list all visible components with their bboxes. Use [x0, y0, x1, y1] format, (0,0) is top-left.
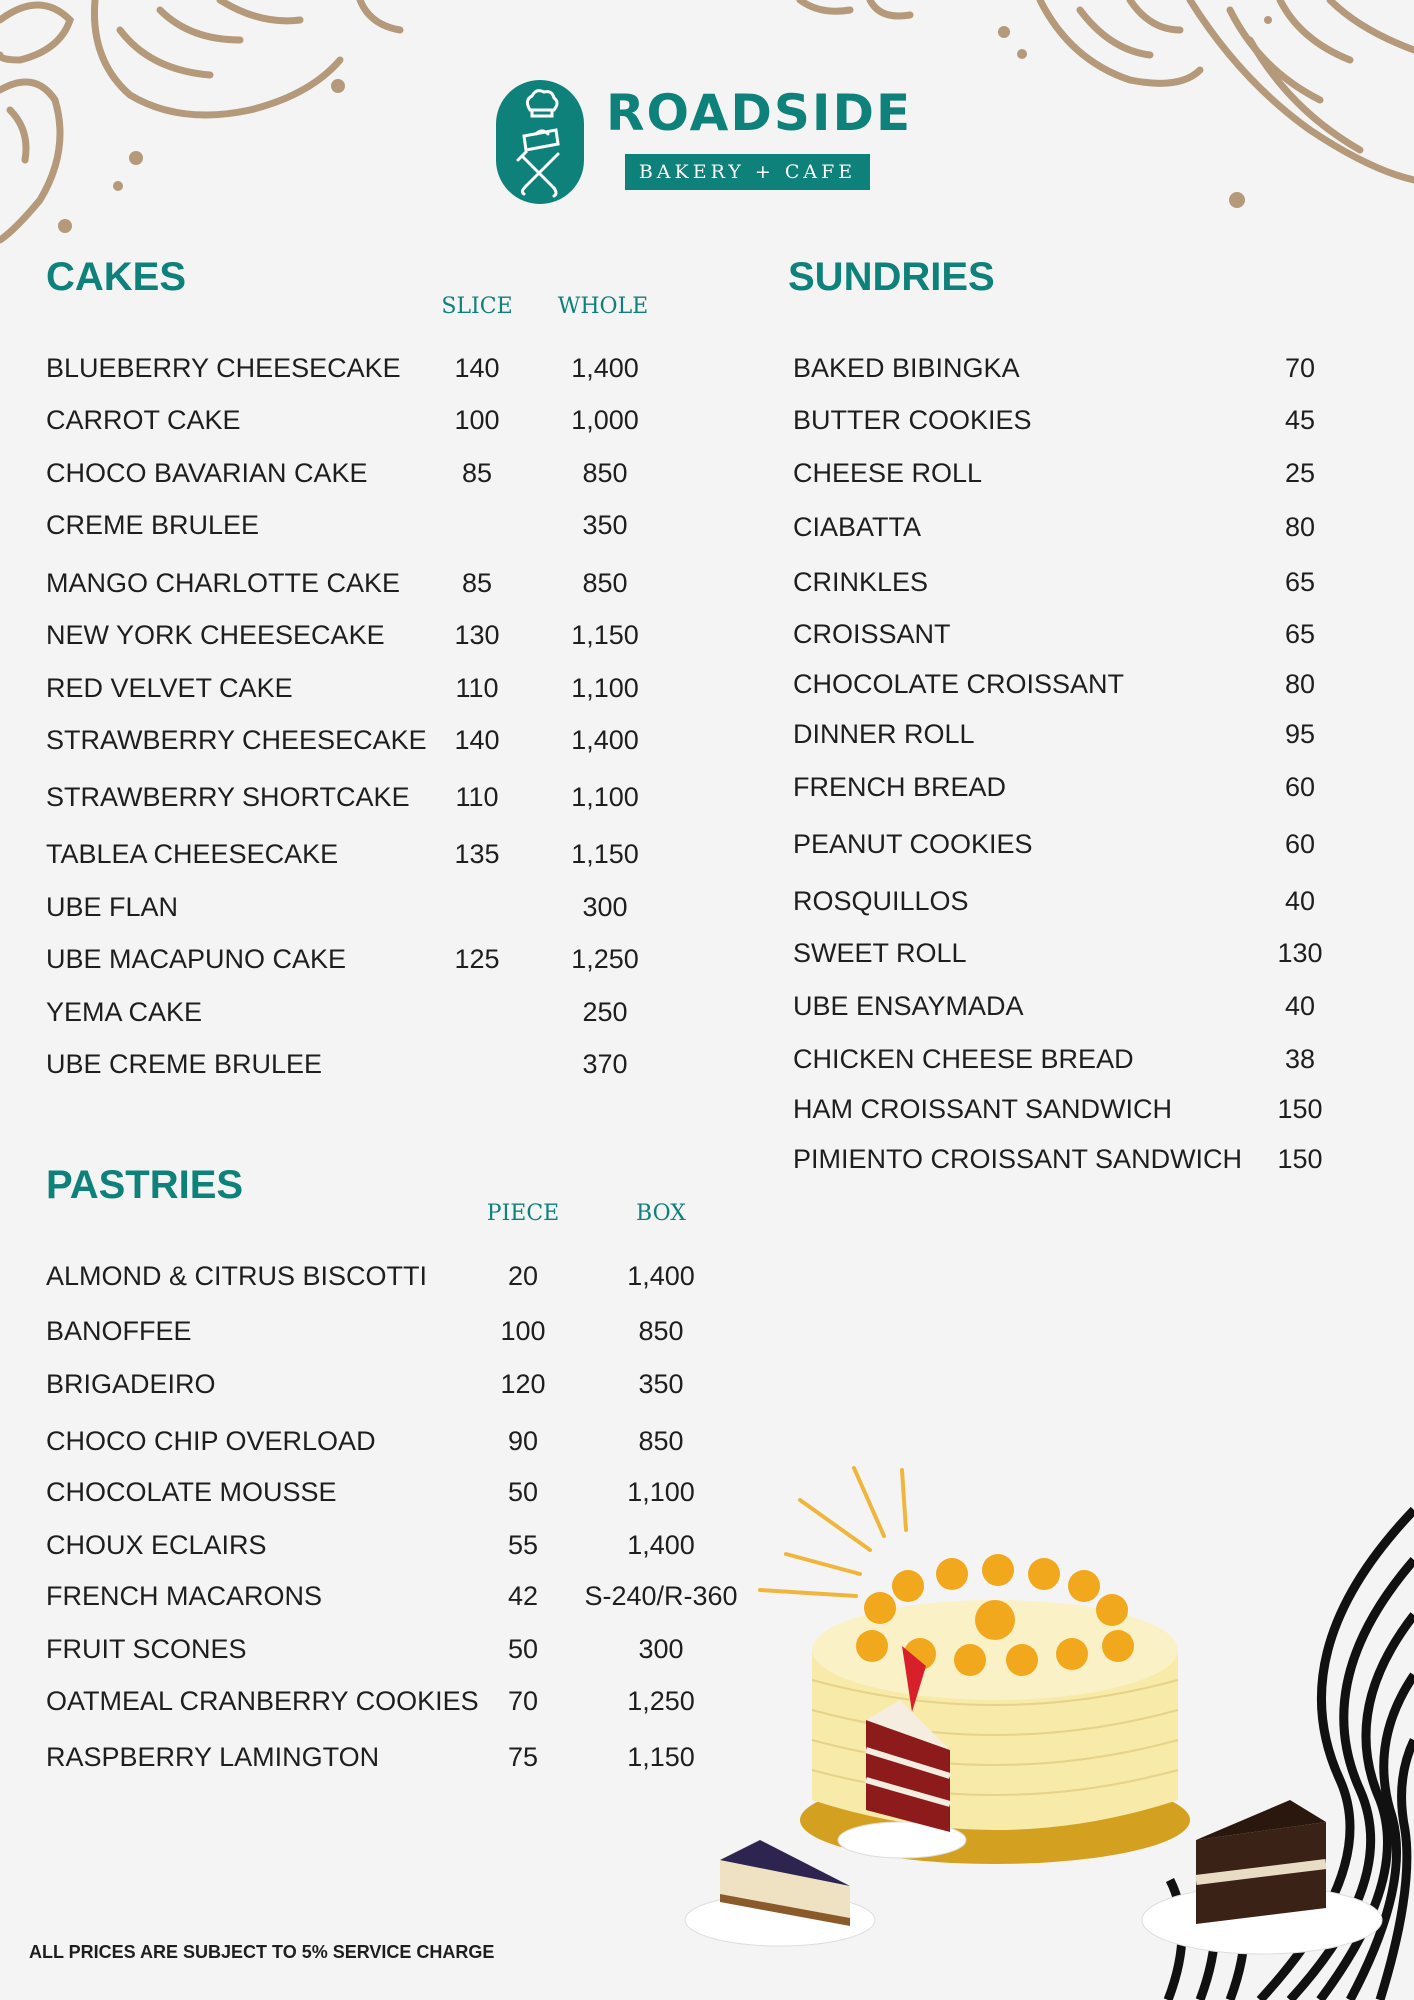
- cakes-col-slice: SLICE: [441, 294, 513, 319]
- sundries-item-name: CRINKLES: [793, 567, 929, 597]
- cakes-item-whole: 1,150: [571, 839, 639, 869]
- cakes-item-slice: 125: [454, 944, 500, 974]
- pastries-col-box: BOX: [636, 1201, 686, 1226]
- cakes-item-name: STRAWBERRY SHORTCAKE: [46, 782, 410, 812]
- pastries-item-box: 1,150: [627, 1742, 695, 1772]
- sundries-item-price: 95: [1284, 719, 1316, 749]
- cakes-item-name: CHOCO BAVARIAN CAKE: [46, 458, 368, 488]
- cakes-item-slice: 110: [455, 673, 499, 703]
- cakes-item-slice: 135: [454, 839, 500, 869]
- sundries-item-price: 40: [1284, 886, 1316, 916]
- cakes-item-name: UBE MACAPUNO CAKE: [46, 944, 347, 974]
- cakes-item-slice: 140: [454, 353, 500, 383]
- pastries-item-piece: 42: [507, 1581, 539, 1611]
- sundries-item-price: 60: [1284, 829, 1316, 859]
- cakes-item-whole: 850: [582, 568, 628, 598]
- pastries-item-box: 1,400: [627, 1261, 695, 1291]
- cakes-item-name: UBE CREME BRULEE: [46, 1049, 323, 1079]
- brand-name: ROADSIDE: [606, 84, 913, 142]
- pastries-item-box: 1,100: [627, 1477, 695, 1507]
- service-charge-note: ALL PRICES ARE SUBJECT TO 5% SERVICE CHARGE: [29, 1942, 495, 1962]
- sundries-item-name: BUTTER COOKIES: [793, 405, 1032, 435]
- sundries-item-name: UBE ENSAYMADA: [793, 991, 1024, 1021]
- pastries-item-box: S-240/R-360: [584, 1581, 738, 1611]
- sundries-item-name: CHICKEN CHEESE BREAD: [793, 1044, 1134, 1074]
- pastries-item-name: CHOCOLATE MOUSSE: [46, 1477, 337, 1507]
- cakes-item-slice: 85: [461, 458, 493, 488]
- sundries-item-price: 70: [1284, 353, 1316, 383]
- sundries-item-price: 150: [1277, 1144, 1323, 1174]
- sundries-item-name: HAM CROISSANT SANDWICH: [793, 1094, 1173, 1124]
- sundries-item-name: PIMIENTO CROISSANT SANDWICH: [793, 1144, 1243, 1174]
- pastries-item-name: FRENCH MACARONS: [46, 1581, 323, 1611]
- brand-logo: [496, 80, 913, 210]
- cakes-item-whole: 1,400: [571, 725, 639, 755]
- sundries-item-name: FRENCH BREAD: [793, 772, 1007, 802]
- cakes-item-name: YEMA CAKE: [46, 997, 203, 1027]
- logo-badge: [496, 80, 584, 204]
- cakes-item-whole: 1,150: [571, 620, 639, 650]
- cakes-item-name: CREME BRULEE: [46, 510, 260, 540]
- cakes-item-slice: 100: [454, 405, 500, 435]
- cake-photo-icon: [640, 1450, 1414, 2000]
- pastries-item-piece: 55: [507, 1530, 539, 1560]
- sundries-item-name: BAKED BIBINGKA: [793, 353, 1020, 383]
- pastries-item-box: 300: [638, 1634, 684, 1664]
- pastries-item-name: FRUIT SCONES: [46, 1634, 247, 1664]
- cakes-item-name: STRAWBERRY CHEESECAKE: [46, 725, 427, 755]
- cakes-item-name: MANGO CHARLOTTE CAKE: [46, 568, 401, 598]
- pastries-item-box: 1,400: [627, 1530, 695, 1560]
- pastries-item-piece: 120: [500, 1369, 546, 1399]
- sundries-item-price: 40: [1284, 991, 1316, 1021]
- cakes-item-whole: 300: [582, 892, 628, 922]
- pastries-item-piece: 20: [507, 1261, 539, 1291]
- pastries-item-name: CHOUX ECLAIRS: [46, 1530, 267, 1560]
- sundries-item-price: 80: [1284, 669, 1316, 699]
- pastries-item-box: 350: [638, 1369, 684, 1399]
- cakes-item-whole: 850: [582, 458, 628, 488]
- cakes-item-name: BLUEBERRY CHEESECAKE: [46, 353, 401, 383]
- cakes-item-slice: 130: [454, 620, 500, 650]
- sundries-item-price: 65: [1284, 567, 1316, 597]
- sundries-item-price: 38: [1284, 1044, 1316, 1074]
- cakes-item-slice: 110: [455, 782, 499, 812]
- sundries-item-price: 130: [1277, 938, 1323, 968]
- sundries-item-price: 45: [1284, 405, 1316, 435]
- sundries-item-name: PEANUT COOKIES: [793, 829, 1033, 859]
- cakes-item-whole: 1,250: [571, 944, 639, 974]
- cakes-title: CAKES: [46, 255, 187, 299]
- cakes-item-name: TABLEA CHEESECAKE: [46, 839, 339, 869]
- pastries-item-piece: 50: [507, 1477, 539, 1507]
- chef-hat-icon: [496, 80, 584, 204]
- cakes-item-name: UBE FLAN: [46, 892, 179, 922]
- sundries-item-price: 25: [1284, 458, 1316, 488]
- cakes-item-whole: 1,100: [571, 673, 639, 703]
- sundries-item-name: CHEESE ROLL: [793, 458, 983, 488]
- cakes-item-whole: 1,400: [571, 353, 639, 383]
- pastries-item-name: CHOCO CHIP OVERLOAD: [46, 1426, 376, 1456]
- cakes-item-slice: 140: [454, 725, 500, 755]
- sundries-item-price: 60: [1284, 772, 1316, 802]
- cakes-item-whole: 250: [582, 997, 628, 1027]
- cakes-item-name: CARROT CAKE: [46, 405, 241, 435]
- sundries-title: SUNDRIES: [788, 255, 995, 299]
- pastries-item-name: RASPBERRY LAMINGTON: [46, 1742, 380, 1772]
- pastries-item-name: BANOFFEE: [46, 1316, 192, 1346]
- pastries-item-name: BRIGADEIRO: [46, 1369, 216, 1399]
- knife-icon: [526, 154, 558, 186]
- cakes-item-whole: 1,000: [571, 405, 639, 435]
- pastries-col-piece: PIECE: [486, 1201, 560, 1226]
- cakes-item-name: RED VELVET CAKE: [46, 673, 293, 703]
- pastries-item-piece: 100: [500, 1316, 546, 1346]
- sundries-item-price: 80: [1284, 512, 1316, 542]
- sundries-item-name: CHOCOLATE CROISSANT: [793, 669, 1125, 699]
- pastries-item-piece: 75: [507, 1742, 539, 1772]
- cakes-item-whole: 370: [582, 1049, 628, 1079]
- sundries-item-name: CIABATTA: [793, 512, 922, 542]
- pastries-item-name: OATMEAL CRANBERRY COOKIES: [46, 1686, 479, 1716]
- cakes-item-slice: 85: [461, 568, 493, 598]
- sundries-item-name: SWEET ROLL: [793, 938, 967, 968]
- cakes-item-whole: 350: [582, 510, 628, 540]
- sundries-item-name: CROISSANT: [793, 619, 951, 649]
- sundries-item-name: DINNER ROLL: [793, 719, 975, 749]
- pastries-item-box: 850: [638, 1426, 684, 1456]
- pastries-item-box: 1,250: [627, 1686, 695, 1716]
- pastries-item-piece: 50: [507, 1634, 539, 1664]
- sundries-item-price: 150: [1277, 1094, 1323, 1124]
- pastries-item-box: 850: [638, 1316, 684, 1346]
- pastries-item-piece: 70: [507, 1686, 539, 1716]
- cakes-item-name: NEW YORK CHEESECAKE: [46, 620, 385, 650]
- brand-tagline: BAKERY + CAFE: [625, 154, 870, 190]
- cakes-col-whole: WHOLE: [557, 294, 649, 319]
- pastries-title: PASTRIES: [46, 1163, 244, 1207]
- pastries-item-name: ALMOND & CITRUS BISCOTTI: [46, 1261, 428, 1291]
- sundries-item-name: ROSQUILLOS: [793, 886, 969, 916]
- pastries-item-piece: 90: [507, 1426, 539, 1456]
- sundries-item-price: 65: [1284, 619, 1316, 649]
- cakes-item-whole: 1,100: [571, 782, 639, 812]
